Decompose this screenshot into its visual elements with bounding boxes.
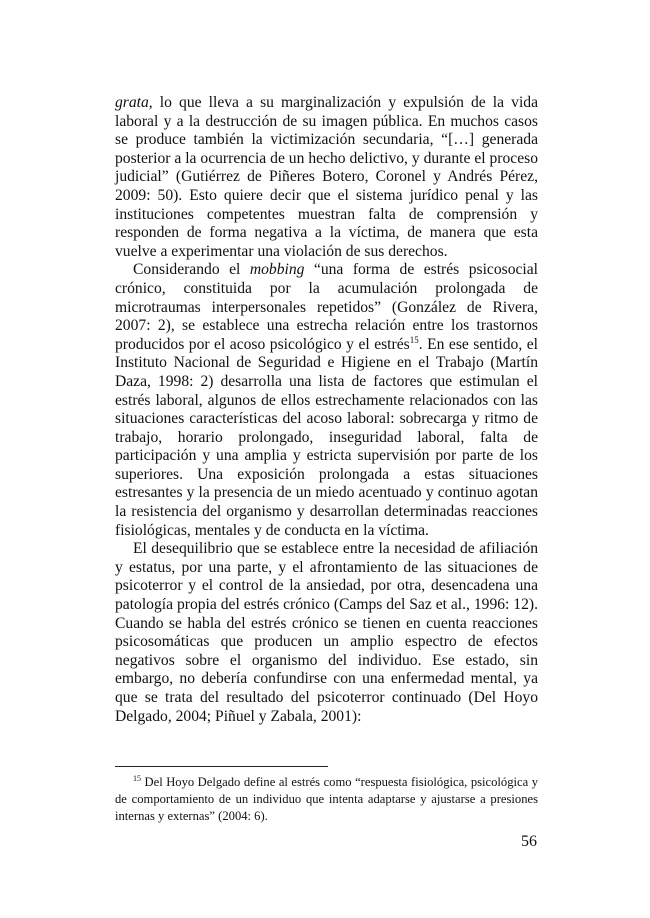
footnote-reference[interactable]: 15 bbox=[409, 334, 419, 345]
footnote-number: 15 bbox=[133, 774, 141, 783]
main-text bbox=[115, 94, 538, 726]
paragraph-2-text-start: Considerando el bbox=[133, 261, 250, 279]
footnote bbox=[115, 774, 538, 825]
footnote-text: Del Hoyo Delgado define al estrés como “respuesta fisiológica, psicológica y de comportamiento de un individuo que intenta adaptarse y ajustarse a presiones internas y externas” (2004: 6). bbox=[115, 775, 538, 823]
footnote-separator bbox=[115, 766, 328, 767]
paragraph-2 bbox=[115, 261, 538, 540]
paragraph-1-text: , lo que lleva a su marginalización y expulsión de la vida laboral y a la destrucción de su imagen pública. En muchos casos se produce también la victimización secundaria, “[…] generada posterior a la ocurrencia de un hecho delictivo, y durante el proceso judicial” (Gutiérrez de Piñeres Botero, Coronel y Andrés Pérez, 2009: 50). Esto quiere decir que el sistema jurídico penal y las instituciones competentes muestran falta de comprensión y responden de forma negativa a la víctima, de manera que esta vuelve a experimentar una violación de sus derechos. bbox=[115, 94, 538, 260]
paragraph-2-text-end: . En ese sentido, el Instituto Nacional de Seguridad e Higiene en el Trabajo (Martín Daza, 1998: 2) desarrolla una lista de factores que estimulan el estrés laboral, algunos de ellos estrechamente relacionados con las situaciones características del acoso laboral: sobrecarga y ritmo de trabajo, horario prolongado, inseguridad laboral, falta de participación y una amplia y estricta supervisión por parte de los superiores. Una exposición prolongada a estas situaciones estresantes y la presencia de un miedo acentuado y continuo agotan la resistencia del organismo y desarrollan determinadas reacciones fisiológicas, mentales y de conducta en la víctima. bbox=[115, 335, 538, 539]
paragraph-1 bbox=[115, 94, 538, 261]
paragraph-3 bbox=[115, 540, 538, 726]
italic-term-grata: grata bbox=[115, 94, 149, 111]
paragraph-2-text-middle: “una forma de estrés psicosocial crónico, constituida por la acumulación prolongada de microtraumas interpersonales repetidos” (González de Rivera, 2007: 2), se establece una estrecha relación entre los trastornos producidos por el acoso psicológico y el estrés bbox=[115, 261, 538, 353]
page-number: 56 bbox=[521, 833, 537, 850]
paragraph-3-text: El desequilibrio que se establece entre la necesidad de afiliación y estatus, por una parte, y el afrontamiento de las situaciones de psicoterror y el control de la ansiedad, por otra, desencadena una patología propia del estrés crónico (Camps del Saz et al., 1996: 12). Cuando se habla del estrés crónico se tienen en cuenta reacciones psicosomáticas que producen un amplio espectro de efectos negativos sobre el organismo del individuo. Ese estado, sin embargo, no debería confundirse con una enfermedad mental, ya que se trata del resultado del psicoterror continuado (Del Hoyo Delgado, 2004; Piñuel y Zabala, 2001): bbox=[115, 540, 538, 725]
italic-term-mobbing: mobbing bbox=[249, 261, 305, 279]
